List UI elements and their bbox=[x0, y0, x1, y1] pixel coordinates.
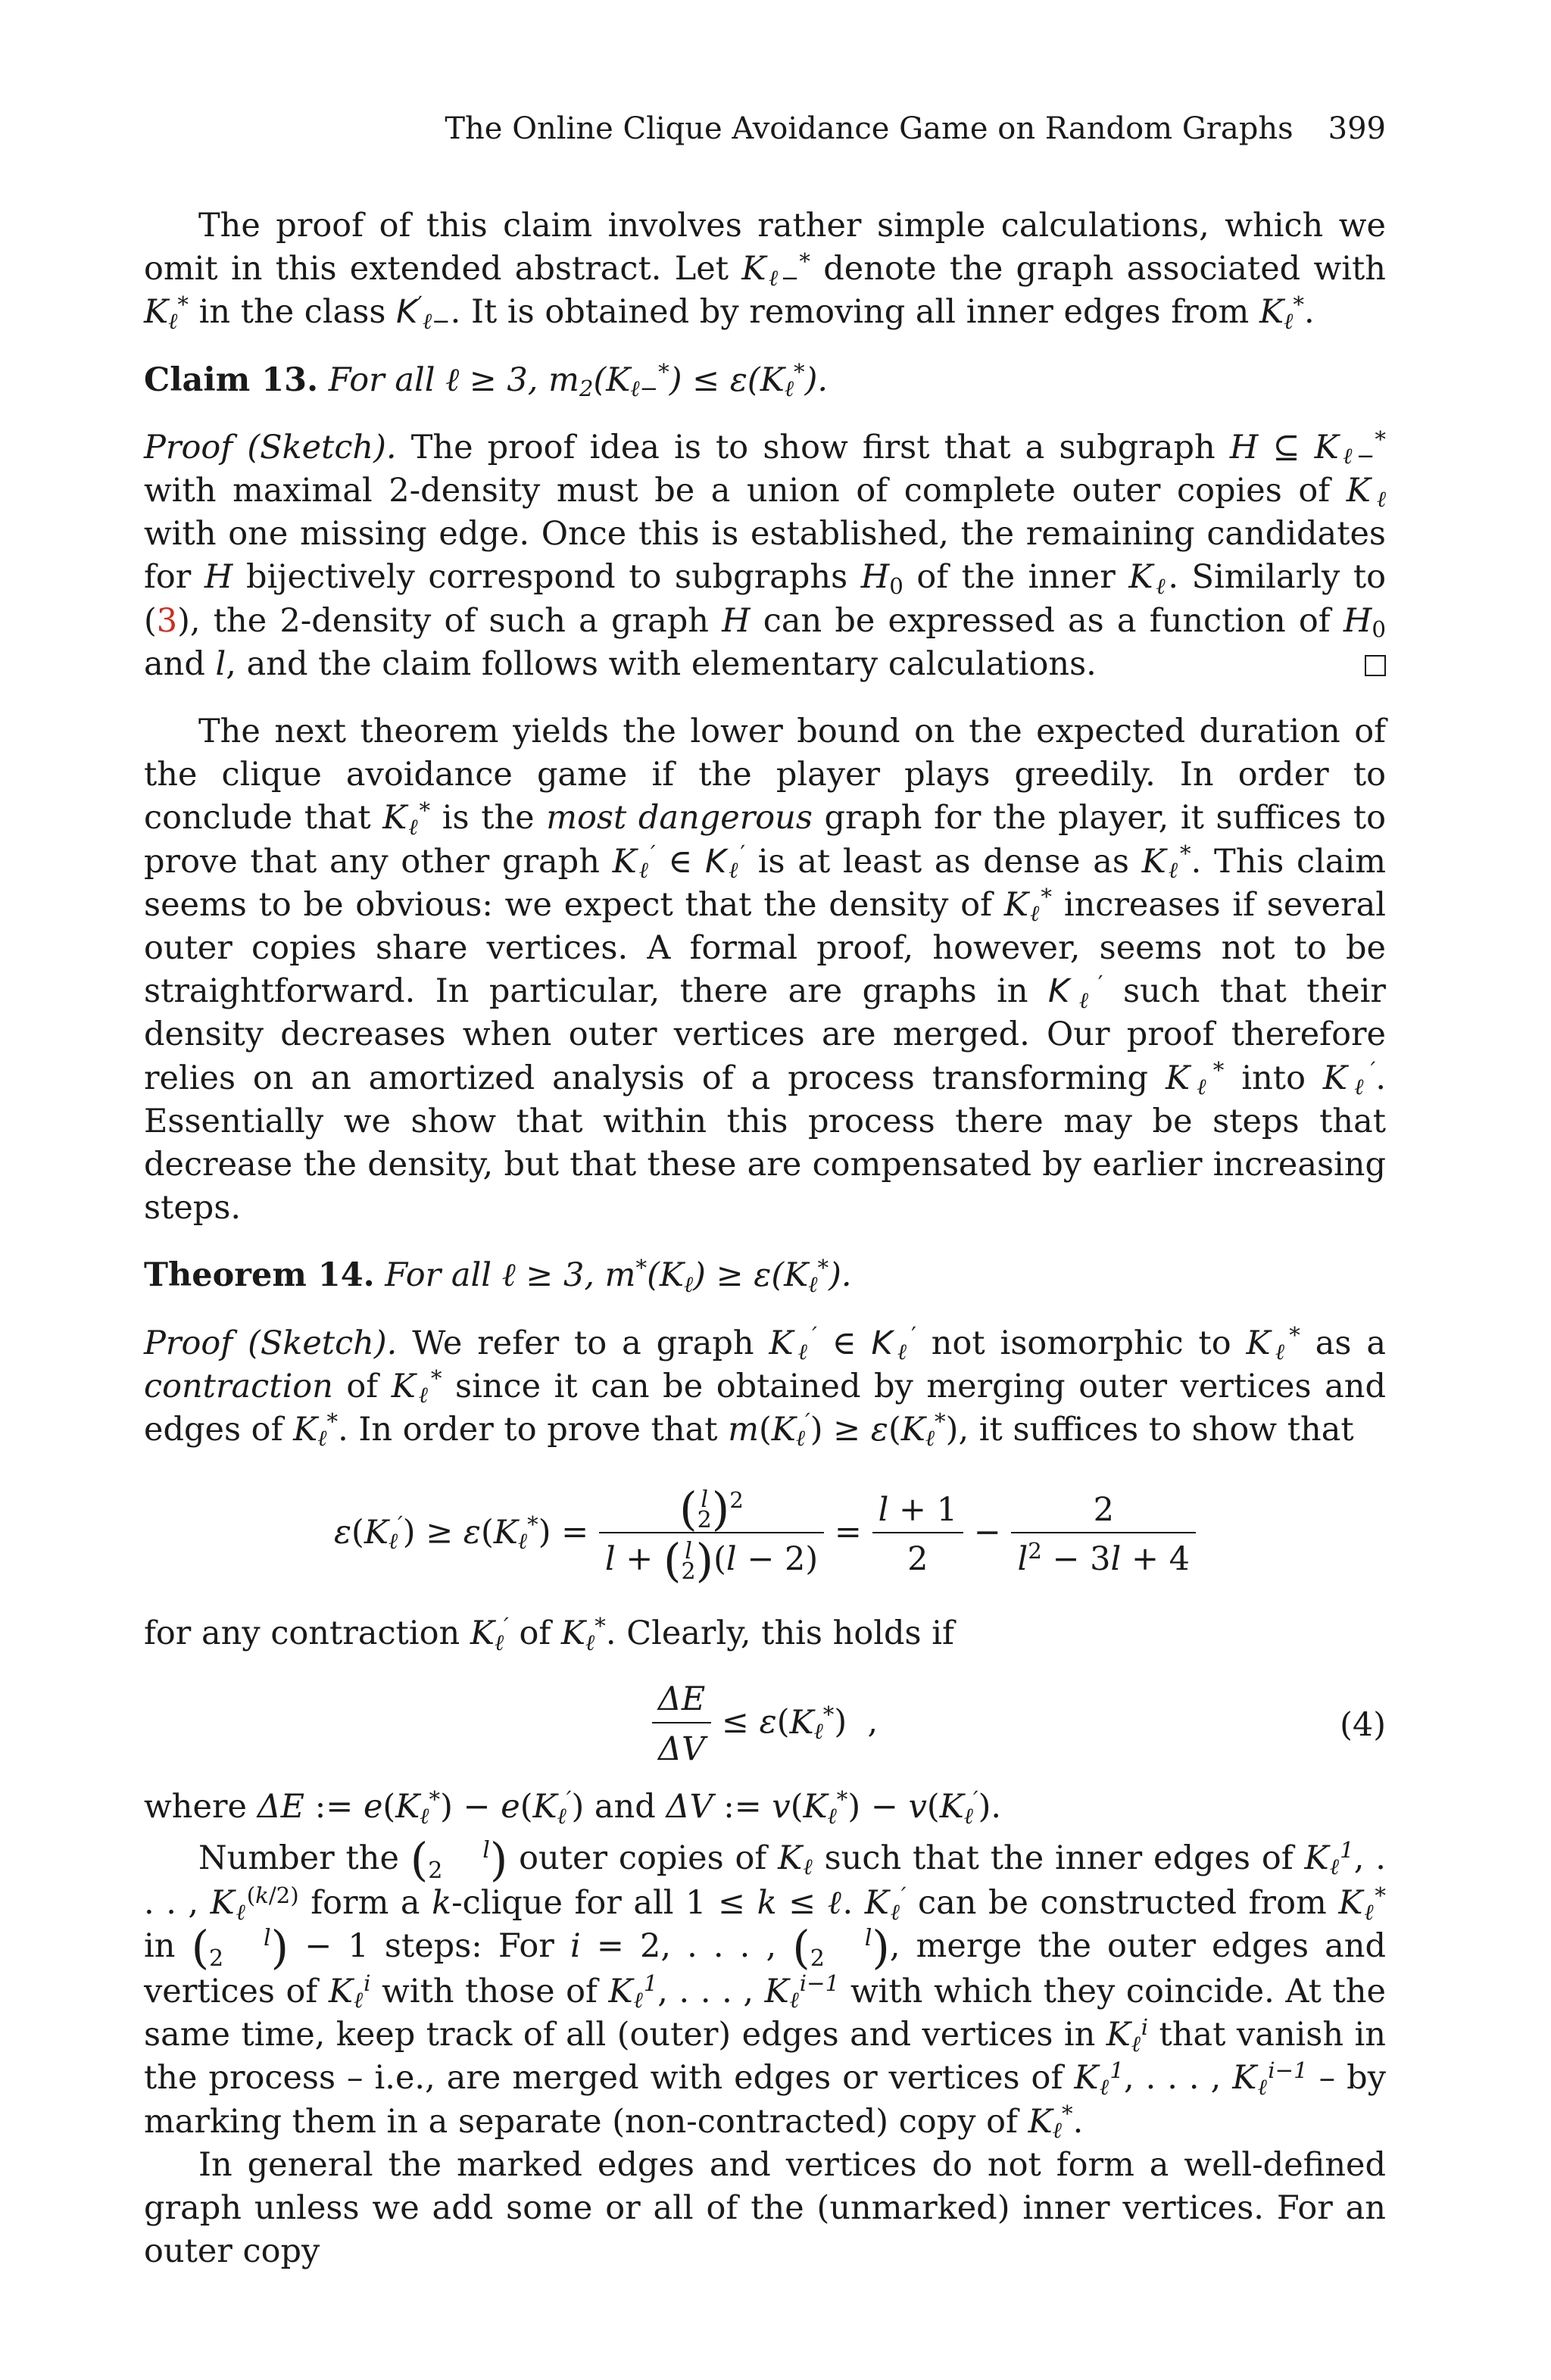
equation-number-4: (4) bbox=[1340, 1706, 1386, 1745]
running-header bbox=[144, 111, 1386, 146]
qed-icon bbox=[1365, 655, 1386, 676]
paragraph-number-copies: Number the ( l 2 ) outer copies of $K_\ell$ such that the inner edges of $K_\ell^1$, . . . , $K_\ell^{(k/2)}$ form a k-clique for all 1 ≤ k ≤ ℓ. $K_\ell'$ can be constructed from $K_\ell^*$ in ( l 2 ) − 1 steps: For i = 2, . . . , ( l 2 ), merge the outer edges and vertices of $K_\ell^i$ with those of $K_\ell^1$, . . . , $K_\ell^{i-1}$ with which they coincide. At the same time, keep track of all (outer) edges and vertices in $K_\ell^i$ that vanish in the process – i.e., are merged with edges or vertices of $K_\ell^1$, . . . , $K_\ell^{i-1}$ – by marking them in a separate (non-contracted) copy of $K_\ell^*$. bbox=[144, 1833, 1386, 2143]
page-number: 399 bbox=[1328, 111, 1386, 146]
paragraph-next-theorem: The next theorem yields the lower bound on the expected duration of the clique avoidance game if the player plays greedily. In order to conclude that $K_\ell^*$ is the most dangerous graph for the player, it suffices to prove that any other graph $K_\ell'$ ∈ $K_\ell'$ is at least as dense as $K_\ell^*$. This claim seems to be obvious: we expect that the density of $K_\ell^*$ increases if several outer copies share vertices. A formal proof, however, seems not to be straightforward. In particular, there are graphs in $K_\ell'$ such that their density decreases when outer vertices are merged. Our proof therefore relies on an amortized analysis of a process transforming $K_\ell^*$ into $K_\ell'$. Essentially we show that within this process there may be steps that decrease the density, but that these are compensated by earlier increasing steps. bbox=[144, 713, 1387, 1227]
paragraph-intro: The proof of this claim involves rather simple calculations, which we omit in this extended abstract. Let $K_{\ell-}^*$ denote the graph associated with $K_\ell^*$ in the class $K'_{\ell-}$. It is obtained by removing all inner edges from $K_\ell^*$. bbox=[144, 207, 1386, 334]
paragraph-contraction: for any contraction $K_\ell'$ of $K_\ell^*$. Clearly, this holds if bbox=[144, 1612, 954, 1655]
paragraph-where: where ΔE := $e(K_\ell^*) - e(K_\ell')$ and ΔV := $v(K_\ell^*) - v(K_\ell')$. bbox=[144, 1786, 1002, 1829]
display-equation-density: $\varepsilon(K_\ell') \ge \varepsilon(K_\ell^*)$ = ( l 2)$^2$ l + ( l 2)(l − 2) = $\frac{l + 1}{2}$ − $\frac{2}{l^2 - 3l + 4}$ bbox=[144, 1464, 1386, 1608]
page-body bbox=[144, 204, 1386, 2274]
display-equation-4: $\frac{\Delta E}{\Delta V}$ ≤ $\varepsilon(K_\ell^*)$ , (4) bbox=[144, 1667, 1386, 1781]
equation-ref-3[interactable]: 3 bbox=[156, 601, 178, 640]
paragraph-marked-edges: In general the marked edges and vertices do not form a well-defined graph unless we add some or all of the (unmarked) inner vertices. For an outer copy bbox=[144, 2145, 1386, 2271]
theorem-14: Theorem 14. For all ℓ ≥ 3, $m^*(K_\ell) \ge \varepsilon(K_\ell^*)$. bbox=[144, 1254, 852, 1297]
proof-claim-13: Proof (Sketch). The proof idea is to show first that a subgraph H ⊆ $K_{\ell-}^*$ with maximal 2-density must be a union of complete outer copies of $K_\ell$ with one missing edge. Once this is established, the remaining candidates for H bijectively correspond to subgraphs $H_0$ of the inner $K_\ell$. Similarly to (3), the 2-density of such a graph H can be expressed as a function of $H_0$ and l, and the claim follows with elementary calculations. bbox=[144, 426, 1387, 683]
proof-theorem-14: Proof (Sketch). We refer to a graph $K_\ell'$ ∈ $K_\ell'$ not isomorphic to $K_\ell^*$ as a contraction of $K_\ell^*$ since it can be obtained by merging outer vertices and edges of $K_\ell^*$. In order to prove that $m(K_\ell') \ge \varepsilon(K_\ell^*)$, it suffices to show that bbox=[144, 1322, 1386, 1452]
claim-13: Claim 13. For all ℓ ≥ 3, $m_2(K_{\ell-}^*) \le \varepsilon(K_\ell^*)$. bbox=[144, 359, 829, 401]
running-title: The Online Clique Avoidance Game on Random Graphs bbox=[445, 111, 1294, 146]
